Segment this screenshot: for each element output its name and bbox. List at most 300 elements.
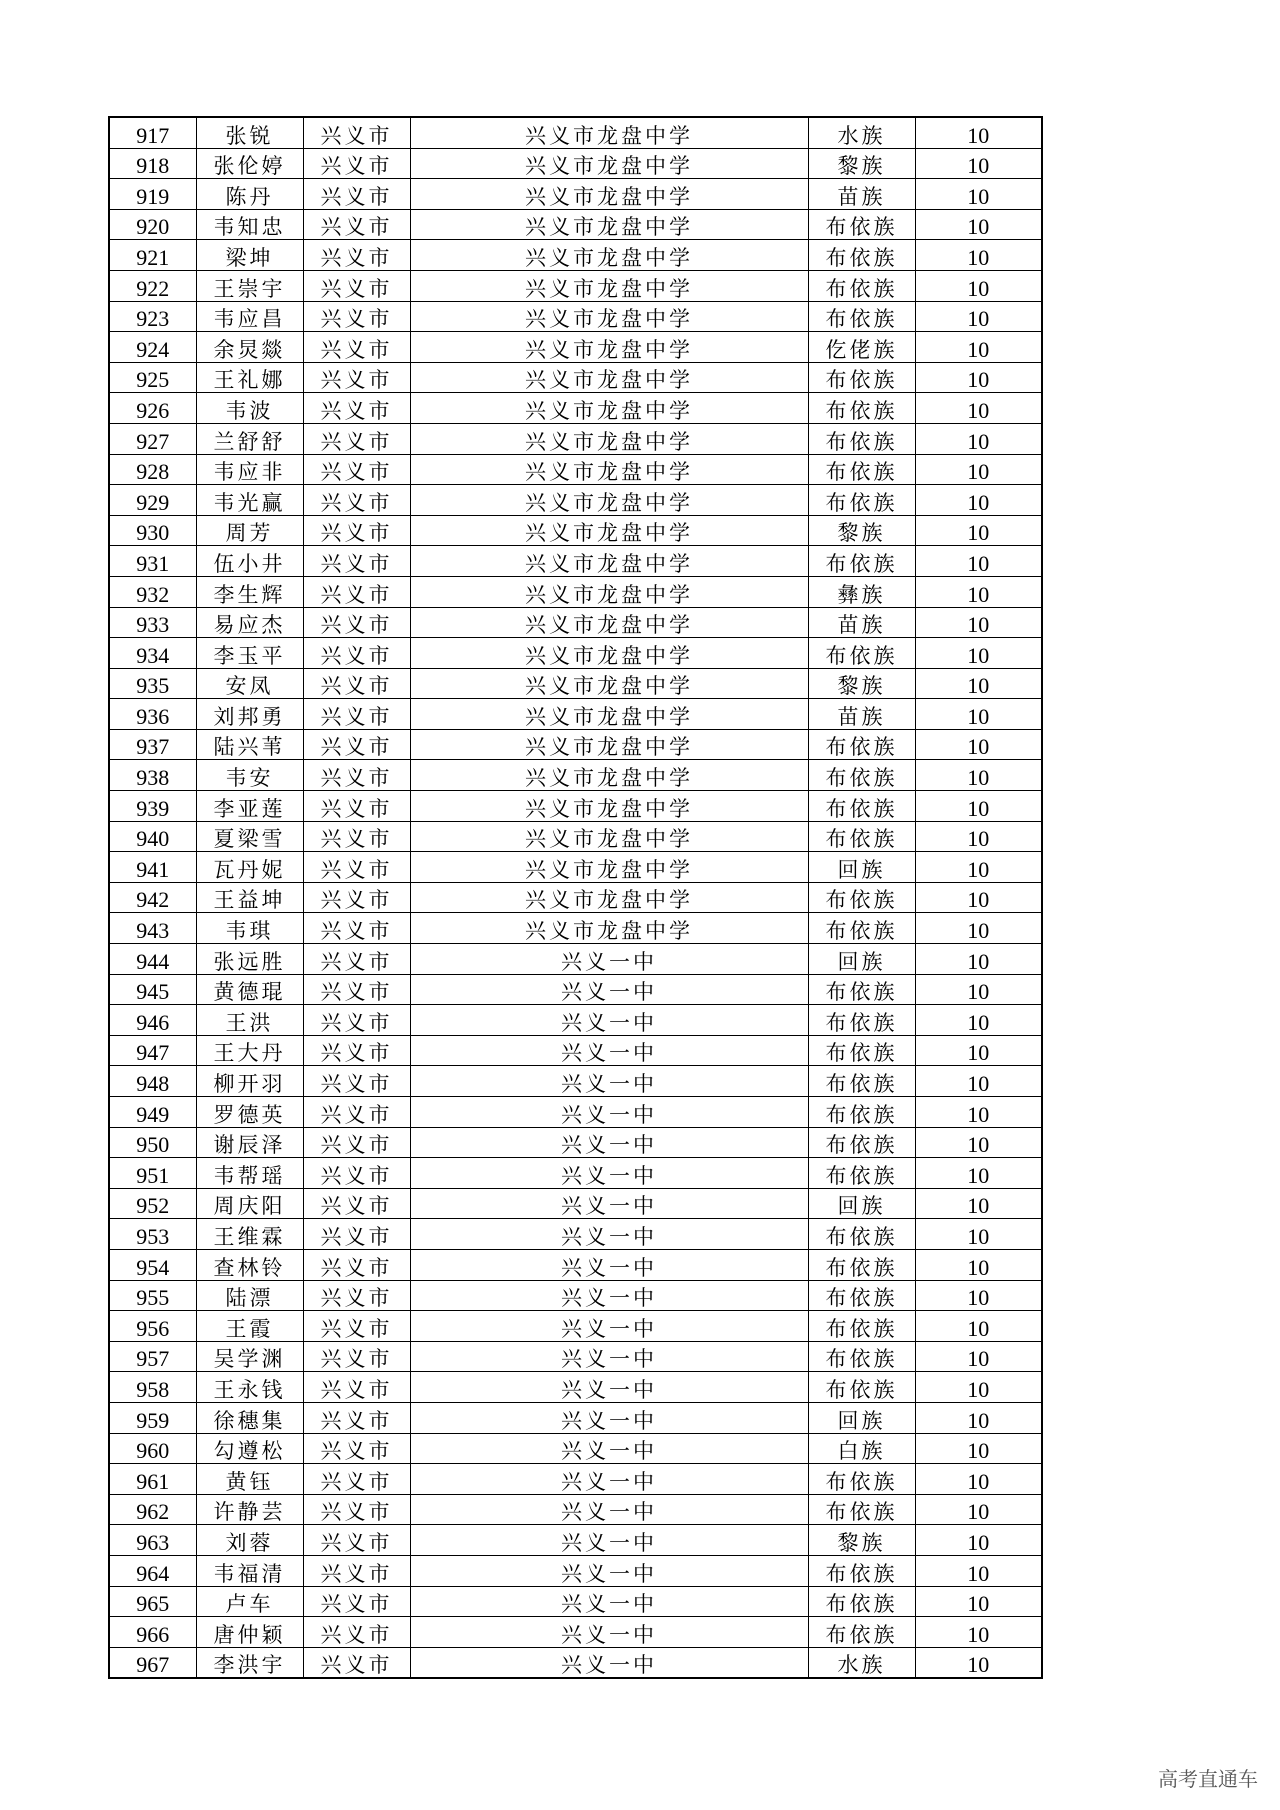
student-name-cell: 查林铃	[196, 1249, 303, 1280]
table-row	[109, 1494, 1042, 1525]
city-cell: 兴义市	[303, 944, 410, 975]
ethnicity-cell: 布依族	[808, 362, 915, 393]
student-name-cell: 张伦婷	[196, 148, 303, 179]
row-number-cell: 963	[109, 1525, 196, 1556]
score-cell: 10	[915, 209, 1042, 240]
score-cell: 10	[915, 515, 1042, 546]
school-cell: 兴义一中	[410, 1158, 808, 1189]
ethnicity-cell: 黎族	[808, 1525, 915, 1556]
city-cell: 兴义市	[303, 1402, 410, 1433]
ethnicity-cell: 布依族	[808, 791, 915, 822]
ethnicity-cell: 布依族	[808, 393, 915, 424]
city-cell: 兴义市	[303, 1617, 410, 1648]
school-cell: 兴义市龙盘中学	[410, 729, 808, 760]
score-cell: 10	[915, 1066, 1042, 1097]
row-number-cell: 927	[109, 423, 196, 454]
student-name-cell: 王霞	[196, 1311, 303, 1342]
school-cell: 兴义一中	[410, 1372, 808, 1403]
school-cell: 兴义市龙盘中学	[410, 393, 808, 424]
score-cell: 10	[915, 148, 1042, 179]
student-name-cell: 王崇宇	[196, 270, 303, 301]
city-cell: 兴义市	[303, 1464, 410, 1495]
score-cell: 10	[915, 423, 1042, 454]
ethnicity-cell: 布依族	[808, 1311, 915, 1342]
score-cell: 10	[915, 1402, 1042, 1433]
row-number-cell: 935	[109, 668, 196, 699]
school-cell: 兴义市龙盘中学	[410, 882, 808, 913]
student-name-cell: 陆漂	[196, 1280, 303, 1311]
student-name-cell: 徐穗集	[196, 1402, 303, 1433]
table-row	[109, 179, 1042, 210]
score-cell: 10	[915, 944, 1042, 975]
row-number-cell: 922	[109, 270, 196, 301]
ethnicity-cell: 布依族	[808, 913, 915, 944]
row-number-cell: 938	[109, 760, 196, 791]
row-number-cell: 948	[109, 1066, 196, 1097]
table-row	[109, 117, 1042, 148]
city-cell: 兴义市	[303, 974, 410, 1005]
row-number-cell: 967	[109, 1647, 196, 1678]
ethnicity-cell: 布依族	[808, 1617, 915, 1648]
table-row	[109, 1586, 1042, 1617]
ethnicity-cell: 仡佬族	[808, 332, 915, 363]
school-cell: 兴义市龙盘中学	[410, 423, 808, 454]
student-name-cell: 刘邦勇	[196, 699, 303, 730]
ethnicity-cell: 回族	[808, 1188, 915, 1219]
row-number-cell: 931	[109, 546, 196, 577]
row-number-cell: 941	[109, 852, 196, 883]
score-cell: 10	[915, 882, 1042, 913]
student-name-cell: 瓦丹妮	[196, 852, 303, 883]
student-name-cell: 韦波	[196, 393, 303, 424]
student-name-cell: 王礼娜	[196, 362, 303, 393]
score-cell: 10	[915, 699, 1042, 730]
city-cell: 兴义市	[303, 1341, 410, 1372]
row-number-cell: 943	[109, 913, 196, 944]
city-cell: 兴义市	[303, 1035, 410, 1066]
city-cell: 兴义市	[303, 791, 410, 822]
student-name-cell: 罗德英	[196, 1097, 303, 1128]
table-row	[109, 1035, 1042, 1066]
score-cell: 10	[915, 301, 1042, 332]
student-name-cell: 伍小井	[196, 546, 303, 577]
score-cell: 10	[915, 270, 1042, 301]
student-name-cell: 余炅燚	[196, 332, 303, 363]
table-row	[109, 362, 1042, 393]
score-cell: 10	[915, 1525, 1042, 1556]
table-row	[109, 638, 1042, 669]
city-cell: 兴义市	[303, 852, 410, 883]
score-cell: 10	[915, 485, 1042, 516]
ethnicity-cell: 彝族	[808, 576, 915, 607]
school-cell: 兴义市龙盘中学	[410, 546, 808, 577]
score-cell: 10	[915, 1555, 1042, 1586]
ethnicity-cell: 水族	[808, 1647, 915, 1678]
school-cell: 兴义市龙盘中学	[410, 270, 808, 301]
school-cell: 兴义一中	[410, 1525, 808, 1556]
city-cell: 兴义市	[303, 729, 410, 760]
table-row	[109, 699, 1042, 730]
student-name-cell: 陆兴苇	[196, 729, 303, 760]
student-name-cell: 夏梁雪	[196, 821, 303, 852]
student-name-cell: 勾遵松	[196, 1433, 303, 1464]
row-number-cell: 939	[109, 791, 196, 822]
city-cell: 兴义市	[303, 607, 410, 638]
row-number-cell: 964	[109, 1555, 196, 1586]
row-number-cell: 918	[109, 148, 196, 179]
student-name-cell: 许静芸	[196, 1494, 303, 1525]
student-name-cell: 韦帮瑶	[196, 1158, 303, 1189]
score-cell: 10	[915, 546, 1042, 577]
table-row	[109, 607, 1042, 638]
score-cell: 10	[915, 974, 1042, 1005]
city-cell: 兴义市	[303, 1647, 410, 1678]
table-row	[109, 393, 1042, 424]
student-name-cell: 王大丹	[196, 1035, 303, 1066]
table-row	[109, 423, 1042, 454]
table-row	[109, 332, 1042, 363]
table-row	[109, 821, 1042, 852]
table-row	[109, 270, 1042, 301]
school-cell: 兴义市龙盘中学	[410, 362, 808, 393]
ethnicity-cell: 布依族	[808, 240, 915, 271]
table-row	[109, 1280, 1042, 1311]
ethnicity-cell: 布依族	[808, 1035, 915, 1066]
table-row	[109, 240, 1042, 271]
row-number-cell: 966	[109, 1617, 196, 1648]
row-number-cell: 965	[109, 1586, 196, 1617]
student-name-cell: 王益坤	[196, 882, 303, 913]
watermark-text: 高考直通车	[1158, 1767, 1258, 1791]
school-cell: 兴义市龙盘中学	[410, 638, 808, 669]
table-row	[109, 1341, 1042, 1372]
school-cell: 兴义市龙盘中学	[410, 607, 808, 638]
student-name-cell: 卢车	[196, 1586, 303, 1617]
score-cell: 10	[915, 1311, 1042, 1342]
school-cell: 兴义市龙盘中学	[410, 791, 808, 822]
ethnicity-cell: 布依族	[808, 821, 915, 852]
row-number-cell: 932	[109, 576, 196, 607]
ethnicity-cell: 布依族	[808, 1341, 915, 1372]
city-cell: 兴义市	[303, 485, 410, 516]
score-cell: 10	[915, 179, 1042, 210]
table-row	[109, 974, 1042, 1005]
score-cell: 10	[915, 1249, 1042, 1280]
school-cell: 兴义一中	[410, 1219, 808, 1250]
student-name-cell: 黄德琨	[196, 974, 303, 1005]
school-cell: 兴义一中	[410, 1586, 808, 1617]
row-number-cell: 944	[109, 944, 196, 975]
school-cell: 兴义市龙盘中学	[410, 454, 808, 485]
city-cell: 兴义市	[303, 1586, 410, 1617]
ethnicity-cell: 布依族	[808, 729, 915, 760]
table-row	[109, 882, 1042, 913]
city-cell: 兴义市	[303, 668, 410, 699]
table-row	[109, 760, 1042, 791]
student-name-cell: 张锐	[196, 117, 303, 148]
student-name-cell: 周芳	[196, 515, 303, 546]
ethnicity-cell: 布依族	[808, 1586, 915, 1617]
table-row	[109, 913, 1042, 944]
ethnicity-cell: 布依族	[808, 209, 915, 240]
school-cell: 兴义一中	[410, 974, 808, 1005]
table-row	[109, 1525, 1042, 1556]
student-name-cell: 李亚莲	[196, 791, 303, 822]
city-cell: 兴义市	[303, 393, 410, 424]
roster-table	[108, 116, 1043, 1679]
score-cell: 10	[915, 1005, 1042, 1036]
ethnicity-cell: 苗族	[808, 179, 915, 210]
table-row	[109, 1433, 1042, 1464]
ethnicity-cell: 布依族	[808, 1005, 915, 1036]
school-cell: 兴义一中	[410, 1341, 808, 1372]
ethnicity-cell: 布依族	[808, 760, 915, 791]
table-row	[109, 515, 1042, 546]
student-name-cell: 韦安	[196, 760, 303, 791]
row-number-cell: 956	[109, 1311, 196, 1342]
school-cell: 兴义市龙盘中学	[410, 240, 808, 271]
row-number-cell: 929	[109, 485, 196, 516]
student-name-cell: 黄钰	[196, 1464, 303, 1495]
school-cell: 兴义一中	[410, 1035, 808, 1066]
table-row	[109, 1066, 1042, 1097]
ethnicity-cell: 黎族	[808, 668, 915, 699]
score-cell: 10	[915, 668, 1042, 699]
row-number-cell: 919	[109, 179, 196, 210]
row-number-cell: 933	[109, 607, 196, 638]
row-number-cell: 949	[109, 1097, 196, 1128]
student-name-cell: 安凤	[196, 668, 303, 699]
score-cell: 10	[915, 362, 1042, 393]
city-cell: 兴义市	[303, 332, 410, 363]
table-row	[109, 944, 1042, 975]
table-row	[109, 1188, 1042, 1219]
city-cell: 兴义市	[303, 148, 410, 179]
school-cell: 兴义市龙盘中学	[410, 821, 808, 852]
ethnicity-cell: 布依族	[808, 882, 915, 913]
table-row	[109, 301, 1042, 332]
city-cell: 兴义市	[303, 423, 410, 454]
ethnicity-cell: 布依族	[808, 1066, 915, 1097]
city-cell: 兴义市	[303, 301, 410, 332]
student-name-cell: 柳开羽	[196, 1066, 303, 1097]
school-cell: 兴义一中	[410, 1280, 808, 1311]
score-cell: 10	[915, 638, 1042, 669]
table-row	[109, 1097, 1042, 1128]
ethnicity-cell: 回族	[808, 852, 915, 883]
row-number-cell: 954	[109, 1249, 196, 1280]
score-cell: 10	[915, 1433, 1042, 1464]
city-cell: 兴义市	[303, 1311, 410, 1342]
table-row	[109, 1249, 1042, 1280]
school-cell: 兴义市龙盘中学	[410, 179, 808, 210]
city-cell: 兴义市	[303, 913, 410, 944]
table-row	[109, 729, 1042, 760]
ethnicity-cell: 布依族	[808, 1219, 915, 1250]
score-cell: 10	[915, 1127, 1042, 1158]
ethnicity-cell: 回族	[808, 1402, 915, 1433]
school-cell: 兴义市龙盘中学	[410, 760, 808, 791]
school-cell: 兴义一中	[410, 1097, 808, 1128]
school-cell: 兴义一中	[410, 1555, 808, 1586]
table-row	[109, 576, 1042, 607]
ethnicity-cell: 布依族	[808, 1555, 915, 1586]
table-row	[109, 1372, 1042, 1403]
student-name-cell: 韦福清	[196, 1555, 303, 1586]
school-cell: 兴义市龙盘中学	[410, 209, 808, 240]
score-cell: 10	[915, 1280, 1042, 1311]
school-cell: 兴义一中	[410, 944, 808, 975]
school-cell: 兴义市龙盘中学	[410, 668, 808, 699]
city-cell: 兴义市	[303, 1280, 410, 1311]
student-name-cell: 韦应非	[196, 454, 303, 485]
score-cell: 10	[915, 729, 1042, 760]
row-number-cell: 942	[109, 882, 196, 913]
table-row	[109, 791, 1042, 822]
city-cell: 兴义市	[303, 179, 410, 210]
table-row	[109, 1617, 1042, 1648]
ethnicity-cell: 白族	[808, 1433, 915, 1464]
ethnicity-cell: 布依族	[808, 546, 915, 577]
ethnicity-cell: 布依族	[808, 1097, 915, 1128]
score-cell: 10	[915, 1035, 1042, 1066]
city-cell: 兴义市	[303, 362, 410, 393]
school-cell: 兴义一中	[410, 1005, 808, 1036]
table-row	[109, 1402, 1042, 1433]
row-number-cell: 923	[109, 301, 196, 332]
city-cell: 兴义市	[303, 576, 410, 607]
student-name-cell: 韦知忠	[196, 209, 303, 240]
student-name-cell: 李玉平	[196, 638, 303, 669]
row-number-cell: 924	[109, 332, 196, 363]
ethnicity-cell: 布依族	[808, 270, 915, 301]
score-cell: 10	[915, 1617, 1042, 1648]
row-number-cell: 950	[109, 1127, 196, 1158]
city-cell: 兴义市	[303, 1372, 410, 1403]
ethnicity-cell: 布依族	[808, 1158, 915, 1189]
school-cell: 兴义一中	[410, 1066, 808, 1097]
school-cell: 兴义市龙盘中学	[410, 515, 808, 546]
row-number-cell: 958	[109, 1372, 196, 1403]
student-name-cell: 韦光赢	[196, 485, 303, 516]
ethnicity-cell: 布依族	[808, 301, 915, 332]
score-cell: 10	[915, 240, 1042, 271]
school-cell: 兴义一中	[410, 1311, 808, 1342]
table-row	[109, 1158, 1042, 1189]
school-cell: 兴义市龙盘中学	[410, 699, 808, 730]
ethnicity-cell: 布依族	[808, 1464, 915, 1495]
ethnicity-cell: 水族	[808, 117, 915, 148]
score-cell: 10	[915, 393, 1042, 424]
school-cell: 兴义一中	[410, 1494, 808, 1525]
score-cell: 10	[915, 852, 1042, 883]
row-number-cell: 917	[109, 117, 196, 148]
student-name-cell: 吴学渊	[196, 1341, 303, 1372]
score-cell: 10	[915, 760, 1042, 791]
row-number-cell: 945	[109, 974, 196, 1005]
score-cell: 10	[915, 791, 1042, 822]
city-cell: 兴义市	[303, 1433, 410, 1464]
table-row	[109, 1311, 1042, 1342]
city-cell: 兴义市	[303, 209, 410, 240]
row-number-cell: 961	[109, 1464, 196, 1495]
table-row	[109, 1555, 1042, 1586]
table-row	[109, 668, 1042, 699]
city-cell: 兴义市	[303, 1127, 410, 1158]
ethnicity-cell: 苗族	[808, 699, 915, 730]
table-row	[109, 209, 1042, 240]
row-number-cell: 946	[109, 1005, 196, 1036]
table-row	[109, 485, 1042, 516]
score-cell: 10	[915, 1097, 1042, 1128]
city-cell: 兴义市	[303, 1158, 410, 1189]
student-name-cell: 张远胜	[196, 944, 303, 975]
ethnicity-cell: 布依族	[808, 638, 915, 669]
city-cell: 兴义市	[303, 1005, 410, 1036]
row-number-cell: 934	[109, 638, 196, 669]
score-cell: 10	[915, 1219, 1042, 1250]
table-row	[109, 1005, 1042, 1036]
city-cell: 兴义市	[303, 1249, 410, 1280]
row-number-cell: 951	[109, 1158, 196, 1189]
table-row	[109, 1219, 1042, 1250]
school-cell: 兴义一中	[410, 1249, 808, 1280]
city-cell: 兴义市	[303, 454, 410, 485]
row-number-cell: 957	[109, 1341, 196, 1372]
score-cell: 10	[915, 454, 1042, 485]
city-cell: 兴义市	[303, 882, 410, 913]
table-row	[109, 1127, 1042, 1158]
student-name-cell: 周庆阳	[196, 1188, 303, 1219]
school-cell: 兴义市龙盘中学	[410, 852, 808, 883]
table-row	[109, 1464, 1042, 1495]
city-cell: 兴义市	[303, 1097, 410, 1128]
student-name-cell: 易应杰	[196, 607, 303, 638]
table-row	[109, 852, 1042, 883]
city-cell: 兴义市	[303, 515, 410, 546]
student-name-cell: 韦应昌	[196, 301, 303, 332]
student-name-cell: 唐仲颖	[196, 1617, 303, 1648]
school-cell: 兴义市龙盘中学	[410, 332, 808, 363]
city-cell: 兴义市	[303, 240, 410, 271]
ethnicity-cell: 苗族	[808, 607, 915, 638]
row-number-cell: 947	[109, 1035, 196, 1066]
student-name-cell: 刘蓉	[196, 1525, 303, 1556]
school-cell: 兴义市龙盘中学	[410, 301, 808, 332]
school-cell: 兴义市龙盘中学	[410, 913, 808, 944]
city-cell: 兴义市	[303, 1188, 410, 1219]
city-cell: 兴义市	[303, 1066, 410, 1097]
school-cell: 兴义一中	[410, 1647, 808, 1678]
ethnicity-cell: 布依族	[808, 1280, 915, 1311]
score-cell: 10	[915, 821, 1042, 852]
school-cell: 兴义一中	[410, 1433, 808, 1464]
score-cell: 10	[915, 1464, 1042, 1495]
city-cell: 兴义市	[303, 638, 410, 669]
city-cell: 兴义市	[303, 270, 410, 301]
row-number-cell: 959	[109, 1402, 196, 1433]
row-number-cell: 926	[109, 393, 196, 424]
student-name-cell: 谢辰泽	[196, 1127, 303, 1158]
ethnicity-cell: 布依族	[808, 1127, 915, 1158]
score-cell: 10	[915, 1647, 1042, 1678]
ethnicity-cell: 布依族	[808, 1494, 915, 1525]
row-number-cell: 925	[109, 362, 196, 393]
row-number-cell: 930	[109, 515, 196, 546]
student-name-cell: 兰舒舒	[196, 423, 303, 454]
city-cell: 兴义市	[303, 821, 410, 852]
row-number-cell: 952	[109, 1188, 196, 1219]
